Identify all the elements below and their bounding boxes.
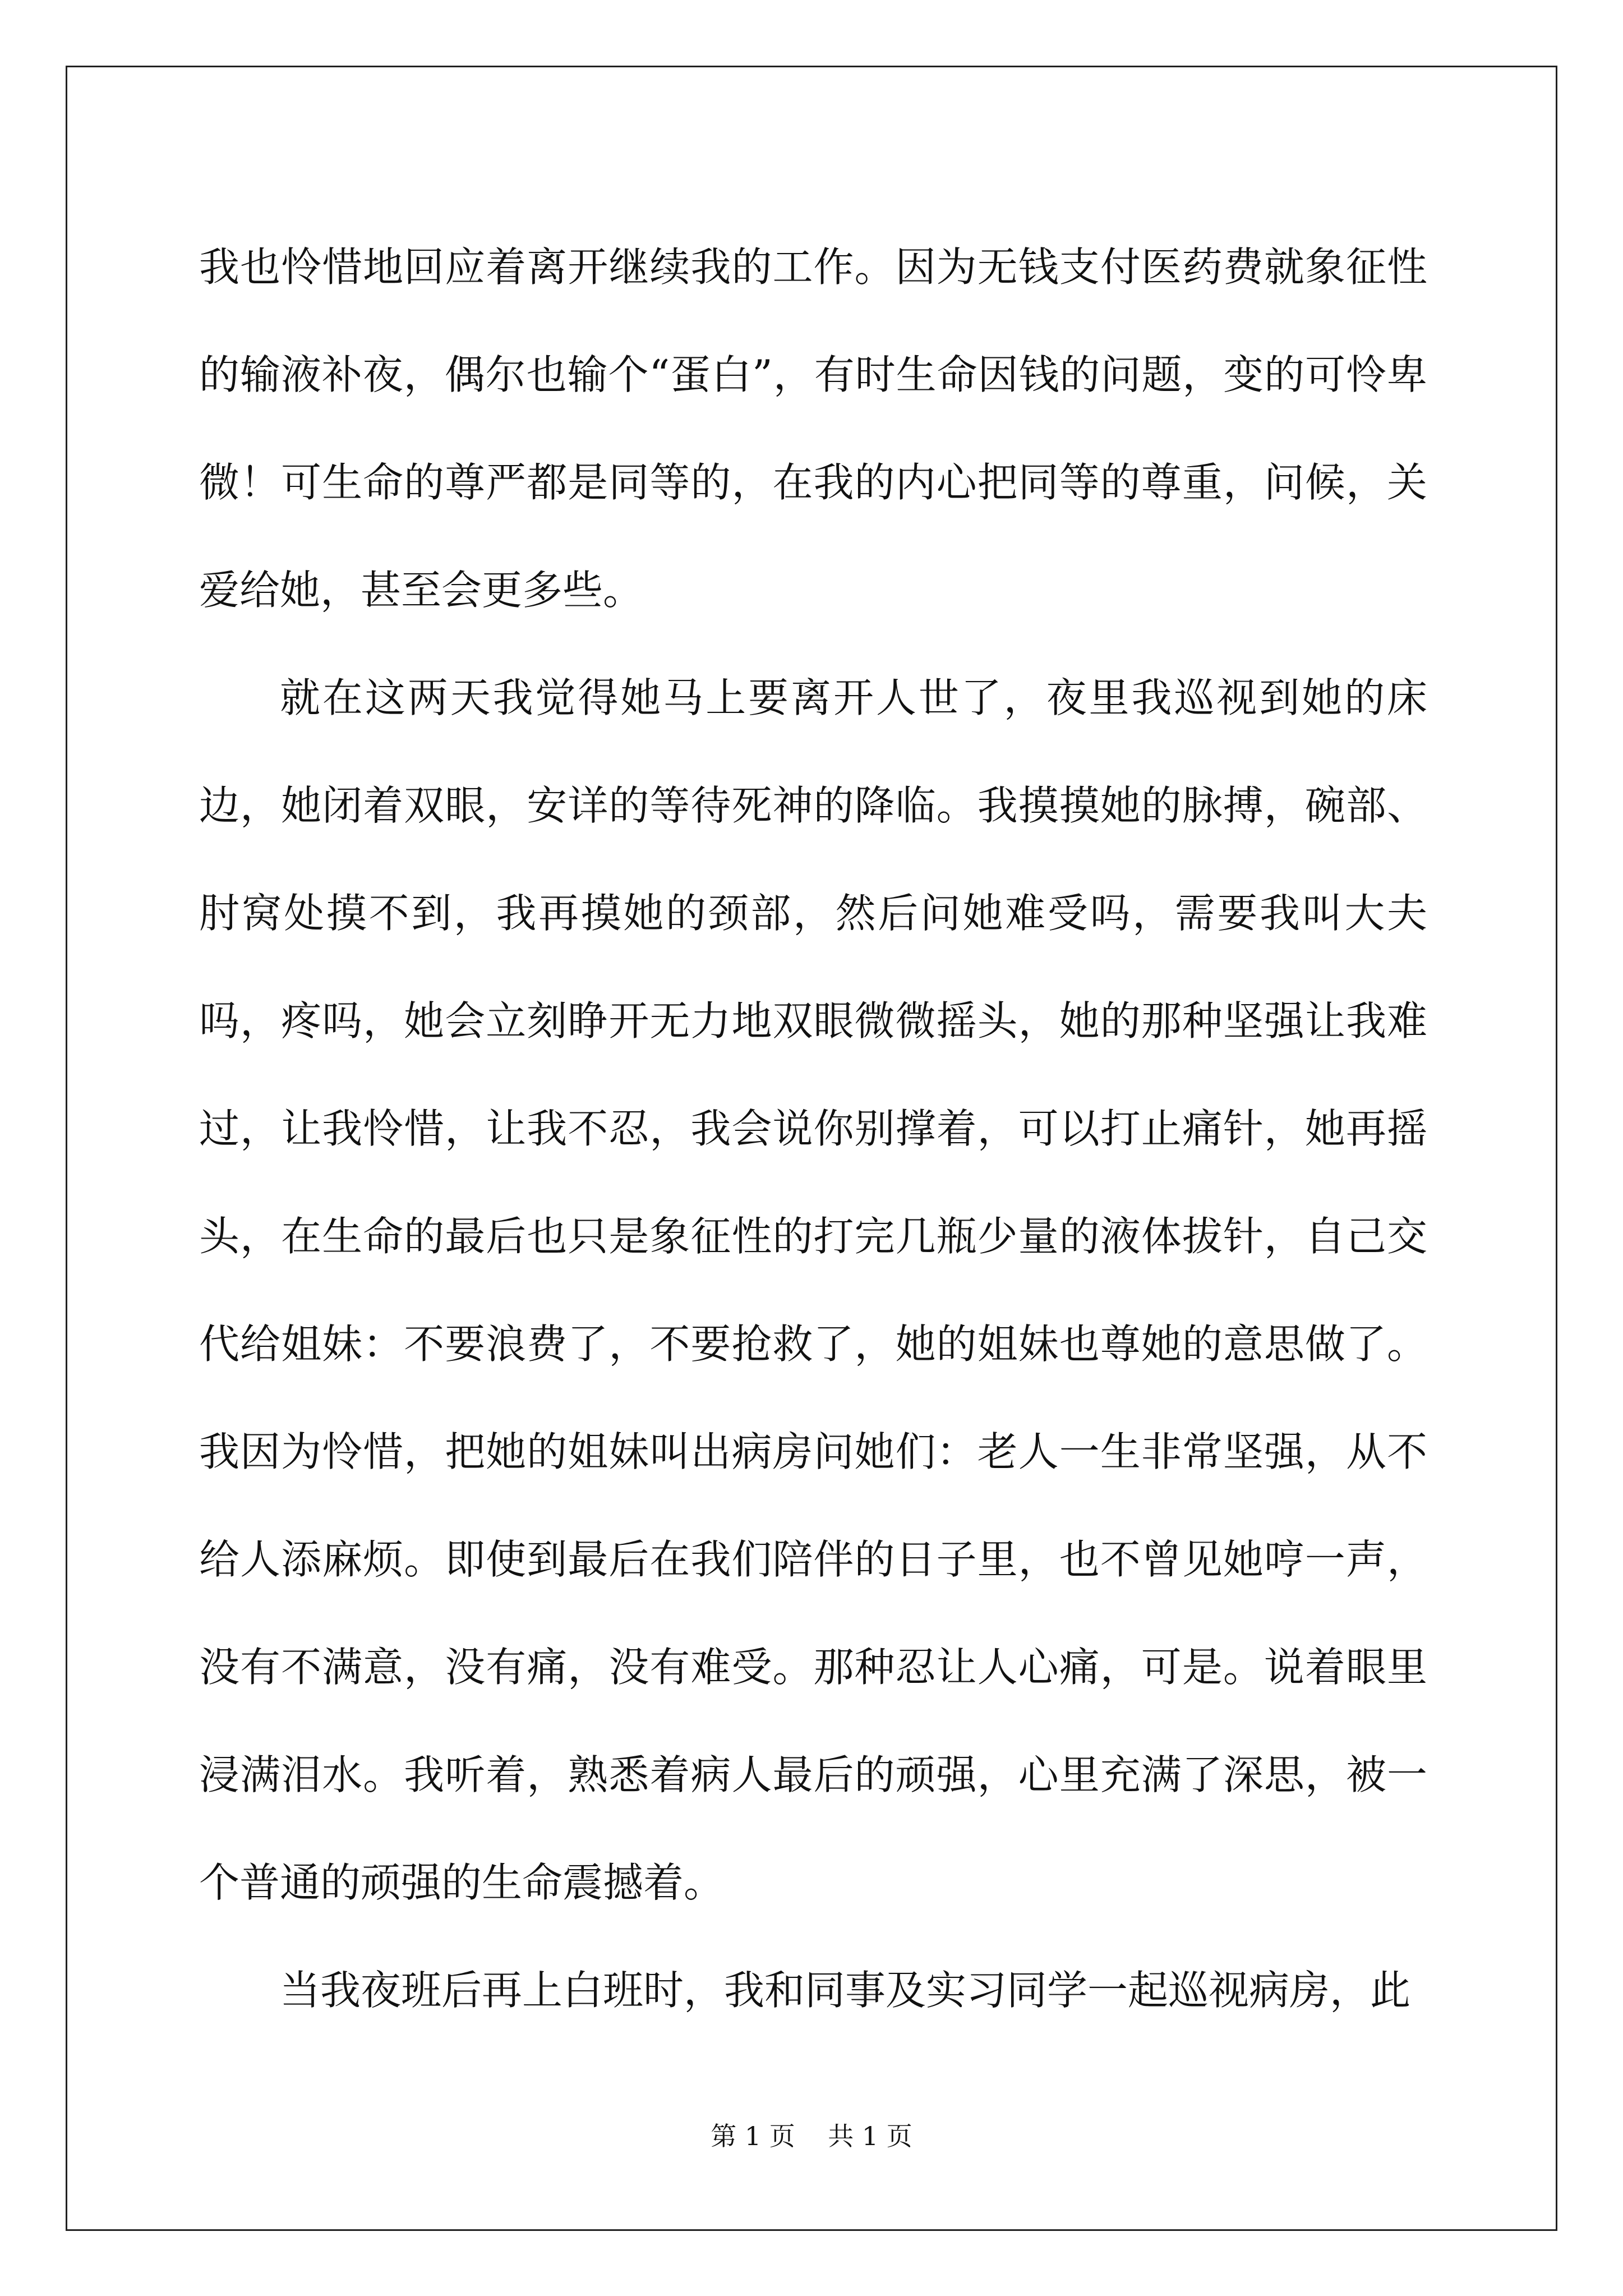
paragraph-3: 当我夜班后再上白班时，我和同事及实习同学一起巡视病房，此 <box>280 1967 1411 2014</box>
page-footer: 第 1 页 共 1 页 <box>711 2121 912 2151</box>
document-body <box>199 213 1427 2044</box>
paragraph-2: 就在这两天我觉得她马上要离开人世了，夜里我巡视到她的床边，她闭着双眼，安详的等待死神的降临。我摸摸她的脉搏，碗部、肘窝处摸不到，我再摸她的颈部，然后问她难受吗，需要我叫大夫吗，疼吗，她会立刻睁开无力地双眼微微摇头，她的那种坚强让我难过，让我怜惜，让我不忍，我会说你别撑着，可以打止痛针，她再摇头，在生命的最后也只是象征性的打完几瓶少量的液体拔针，自己交代给姐妹：不要浪费了，不要抢救了，她的姐妹也尊她的意思做了。我因为怜惜，把她的姐妹叫出病房问她们：老人一生非常坚强，从不给人添麻烦。即使到最后在我们陪伴的日子里，也不曾见她哼一声，没有不满意，没有痛，没有难受。那种忍让人心痛，可是。说着眼里浸满泪水。我听着，熟悉着病人最后的顽强，心里充满了深思，被一个普通的顽强的生命震撼着。 <box>199 674 1427 1906</box>
paragraph-1: 我也怜惜地回应着离开继续我的工作。因为无钱支付医药费就象征性的输液补夜，偶尔也输个“蛋白”，有时生命因钱的问题，变的可怜卑微！可生命的尊严都是同等的，在我的内心把同等的尊重，问候，关爱给她，甚至会更多些。 <box>199 243 1427 614</box>
